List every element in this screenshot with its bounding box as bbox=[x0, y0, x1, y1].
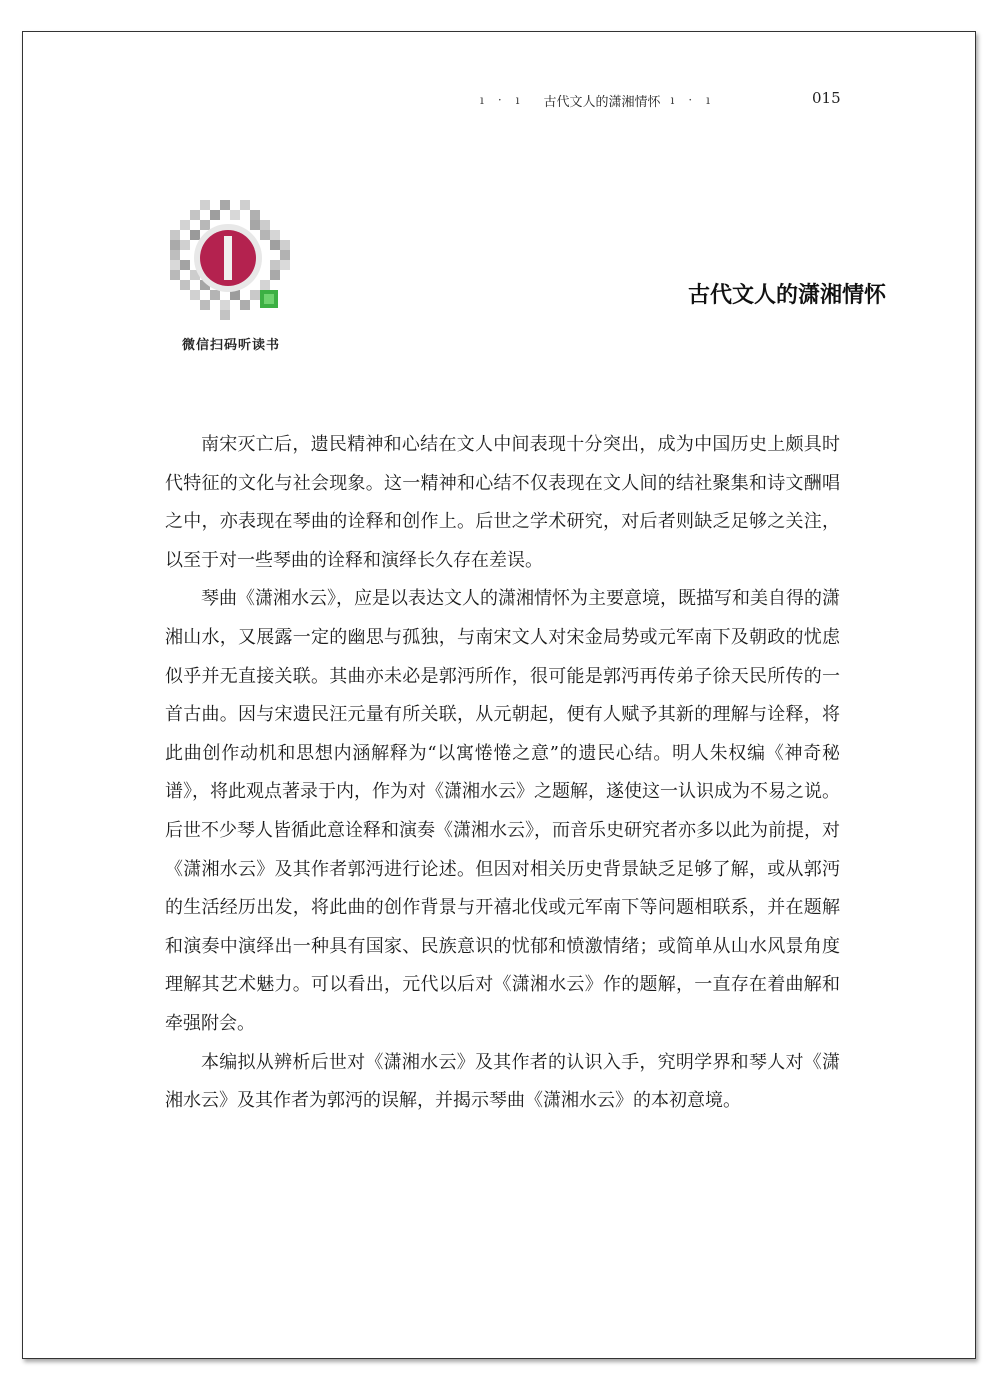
paragraph: 琴曲《潇湘水云》，应是以表达文人的潇湘情怀为主要意境，既描写和美自得的潇湘山水，又展露一定的幽思与孤独，与南宋文人对宋金局势或元军南下及朝政的忧虑似乎并无直接关联。其曲亦未必是郭沔所作，很可能是郭沔再传弟子徐天民所传的一首古曲。因与宋遗民汪元量有所关联，从元朝起，便有人赋予其新的理解与诠释，将此曲创作动机和思想内涵解释为“以寓惓惓之意”的遗民心结。明人朱权编《神奇秘谱》，将此观点著录于内，作为对《潇湘水云》之题解，遂使这一认识成为不易之说。后世不少琴人皆循此意诠释和演奏《潇湘水云》，而音乐史研究者亦多以此为前提，对《潇湘水云》及其作者郭沔进行论述。但因对相关历史背景缺乏足够了解，或从郭沔的生活经历出发，将此曲的创作背景与开禧北伐或元军南下等问题相联系，并在题解和演奏中演绎出一种具有国家、民族意识的忧郁和愤激情绪；或简单从山水风景角度理解其艺术魅力。可以看出，元代以后对《潇湘水云》作的题解，一直存在着曲解和牵强附会。 bbox=[165, 588, 840, 1034]
chapter-title: 古代文人的潇湘情怀 bbox=[687, 282, 886, 308]
qr-caption: 微信扫码听读书 bbox=[181, 338, 280, 353]
running-header bbox=[480, 89, 800, 111]
page-number: 015 bbox=[812, 89, 841, 107]
qr-code-icon[interactable] bbox=[170, 200, 290, 320]
qr-block[interactable] bbox=[166, 200, 296, 353]
running-title: 古代文人的潇湘情怀 bbox=[543, 94, 661, 110]
header-decoration-left: ı·ı bbox=[480, 93, 534, 107]
body-text bbox=[165, 426, 840, 1121]
header-decoration-right: ı·ı bbox=[670, 93, 725, 107]
paragraph: 本编拟从辨析后世对《潇湘水云》及其作者的认识入手，究明学界和琴人对《潇湘水云》及其作者为郭沔的误解，并揭示琴曲《潇湘水云》的本初意境。 bbox=[165, 1051, 840, 1112]
paragraph: 南宋灭亡后，遗民精神和心结在文人中间表现十分突出，成为中国历史上颇具时代特征的文化与社会现象。这一精神和心结不仅表现在文人间的结社聚集和诗文酬唱之中，亦表现在琴曲的诠释和创作上。后世之学术研究，对后者则缺乏足够之关注，以至于对一些琴曲的诠释和演绎长久存在差误。 bbox=[165, 434, 840, 571]
